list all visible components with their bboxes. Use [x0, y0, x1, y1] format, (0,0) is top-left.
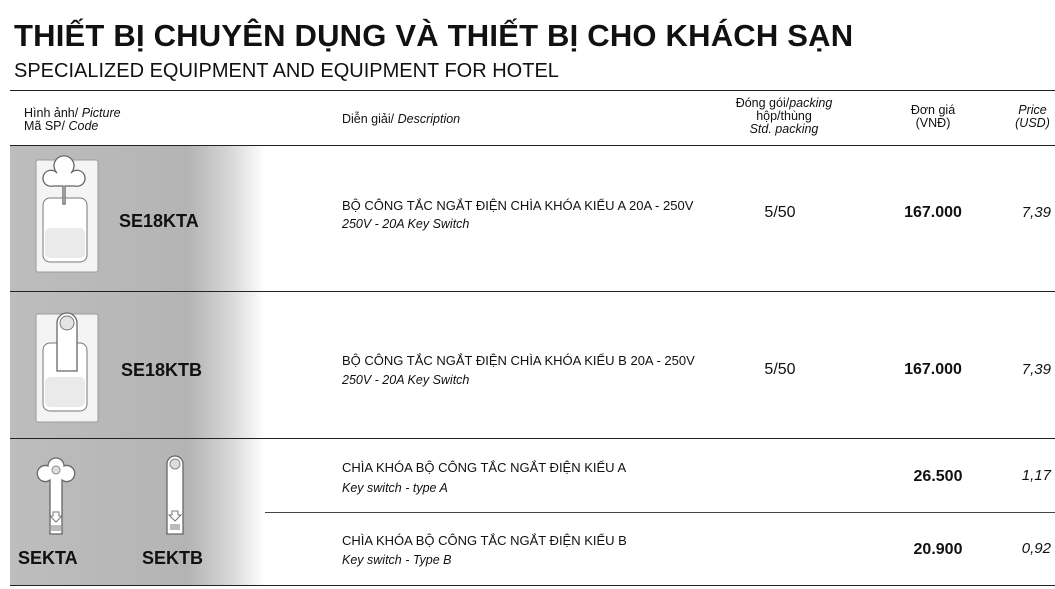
table-bottom-rule	[10, 585, 1055, 586]
product-price-usd: 7,39	[1021, 204, 1051, 221]
product-code: SE18KTA	[119, 211, 199, 231]
product-price-vnd: 20.900	[913, 541, 963, 558]
column-header-description: Diễn giải/ Description	[342, 112, 461, 126]
key-type-a-icon	[34, 454, 78, 538]
product-description-en: Key switch - type A	[342, 481, 448, 495]
column-header-packing: Đóng gói/packing hộp/thùng Std. packing	[735, 96, 833, 136]
key-type-b-icon	[160, 454, 190, 538]
product-description-en: 250V - 20A Key Switch	[342, 373, 470, 387]
product-price-vnd: 167.000	[904, 204, 962, 221]
product-packing: 5/50	[764, 361, 796, 378]
product-price-usd: 7,39	[1021, 361, 1051, 378]
product-description-en: Key switch - Type B	[342, 553, 452, 567]
header-top-rule	[10, 90, 1055, 91]
product-description-en: 250V - 20A Key Switch	[342, 217, 470, 231]
product-code: SEKTA	[18, 548, 78, 568]
product-description-vi: BỘ CÔNG TẮC NGẮT ĐIỆN CHÌA KHÓA KIỂU B 20A - 250V	[342, 353, 695, 368]
product-code: SEKTB	[142, 548, 204, 568]
key-switch-type-a-icon	[35, 156, 99, 274]
product-description-vi: BỘ CÔNG TẮC NGẮT ĐIỆN CHÌA KHÓA KIỂU A 20A - 250V	[342, 198, 694, 213]
row-divider	[265, 512, 1055, 513]
column-header-picture: Hình ảnh/ Picture Mã SP/ Code	[24, 106, 121, 133]
page-subtitle: SPECIALIZED EQUIPMENT AND EQUIPMENT FOR HOTEL	[14, 60, 559, 82]
page-title: THIẾT BỊ CHUYÊN DỤNG VÀ THIẾT BỊ CHO KHÁCH SẠN	[14, 18, 854, 53]
product-price-usd: 0,92	[1021, 540, 1051, 557]
product-description-vi: CHÌA KHÓA BỘ CÔNG TẮC NGẮT ĐIỆN KIỂU B	[342, 533, 627, 548]
column-header-price-usd: Price (USD)	[1015, 103, 1050, 130]
key-switch-type-b-icon	[35, 311, 99, 423]
product-packing: 5/50	[764, 204, 796, 221]
product-price-vnd: 167.000	[904, 361, 962, 378]
product-code: SE18KTB	[121, 360, 203, 380]
product-price-vnd: 26.500	[913, 468, 963, 485]
column-header-price-vnd: Đơn giá (VNĐ)	[910, 103, 956, 130]
product-description-vi: CHÌA KHÓA BỘ CÔNG TẮC NGẮT ĐIỆN KIỂU A	[342, 460, 627, 475]
product-price-usd: 1,17	[1021, 467, 1051, 484]
